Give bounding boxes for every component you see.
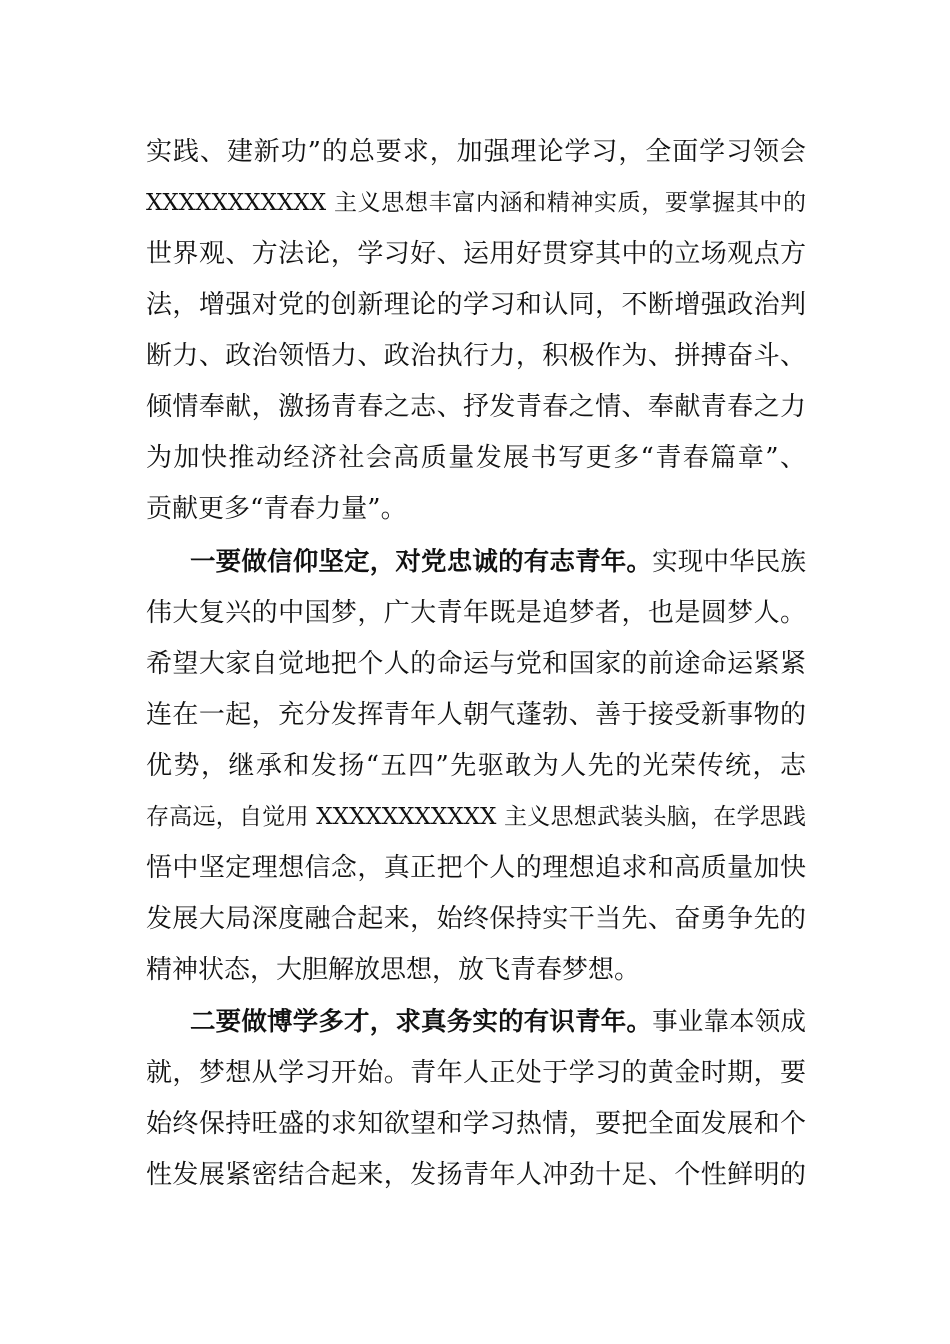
text-line: 存高远，自觉用 XXXXXXXXXXX 主义思想武装头脑，在学思践: [146, 804, 806, 830]
text-line: [146, 997, 806, 1048]
text-line: 优势，继承和发扬“五四”先驱敢为人先的光荣传统，志: [146, 751, 806, 781]
text-line: 悟中坚定理想信念，真正把个人的理想追求和高质量加快: [146, 853, 806, 883]
text-line: 精神状态，大胆解放思想，放飞青春梦想。: [146, 955, 641, 985]
text-line: 始终保持旺盛的求知欲望和学习热情，要把全面发展和个: [146, 1109, 806, 1139]
section-heading: 一要做信仰坚定，对党忠诚的有志青年。: [190, 547, 653, 577]
text-line: [146, 537, 806, 588]
section-heading: 二要做博学多才，求真务实的有识青年。: [190, 1007, 653, 1037]
text-line: 伟大复兴的中国梦，广大青年既是追梦者，也是圆梦人。: [146, 598, 806, 628]
text-line: 性发展紧密结合起来，发扬青年人冲劲十足、个性鲜明的: [146, 1160, 806, 1190]
text-line: 贡献更多“青春力量”。: [146, 494, 407, 524]
text-line: 连在一起，充分发挥青年人朝气蓬勃、善于接受新事物的: [146, 700, 806, 730]
paragraph-point-two: [146, 997, 806, 1201]
text-line: 世界观、方法论，学习好、运用好贯穿其中的立场观点方: [146, 239, 806, 269]
paragraph-intro: [146, 127, 806, 535]
paragraph-point-one: [146, 537, 806, 996]
text-run: 实现中华民族: [652, 547, 806, 577]
text-line: 断力、政治领悟力、政治执行力，积极作为、拼搏奋斗、: [146, 341, 806, 371]
text-line: 为加快推动经济社会高质量发展书写更多“青春篇章”、: [146, 443, 806, 473]
text-run: 事业靠本领成: [652, 1007, 806, 1037]
text-line: 倾情奉献，激扬青春之志、抒发青春之情、奉献青春之力: [146, 392, 806, 422]
text-line: 实践、建新功”的总要求，加强理论学习，全面学习领会: [146, 137, 806, 167]
text-line: 就，梦想从学习开始。青年人正处于学习的黄金时期，要: [146, 1058, 806, 1088]
text-line: XXXXXXXXXXX 主义思想丰富内涵和精神实质，要掌握其中的: [146, 190, 806, 216]
text-line: 希望大家自觉地把个人的命运与党和国家的前途命运紧紧: [146, 649, 806, 679]
text-line: 发展大局深度融合起来，始终保持实干当先、奋勇争先的: [146, 904, 806, 934]
text-line: 法，增强对党的创新理论的学习和认同，不断增强政治判: [146, 290, 806, 320]
